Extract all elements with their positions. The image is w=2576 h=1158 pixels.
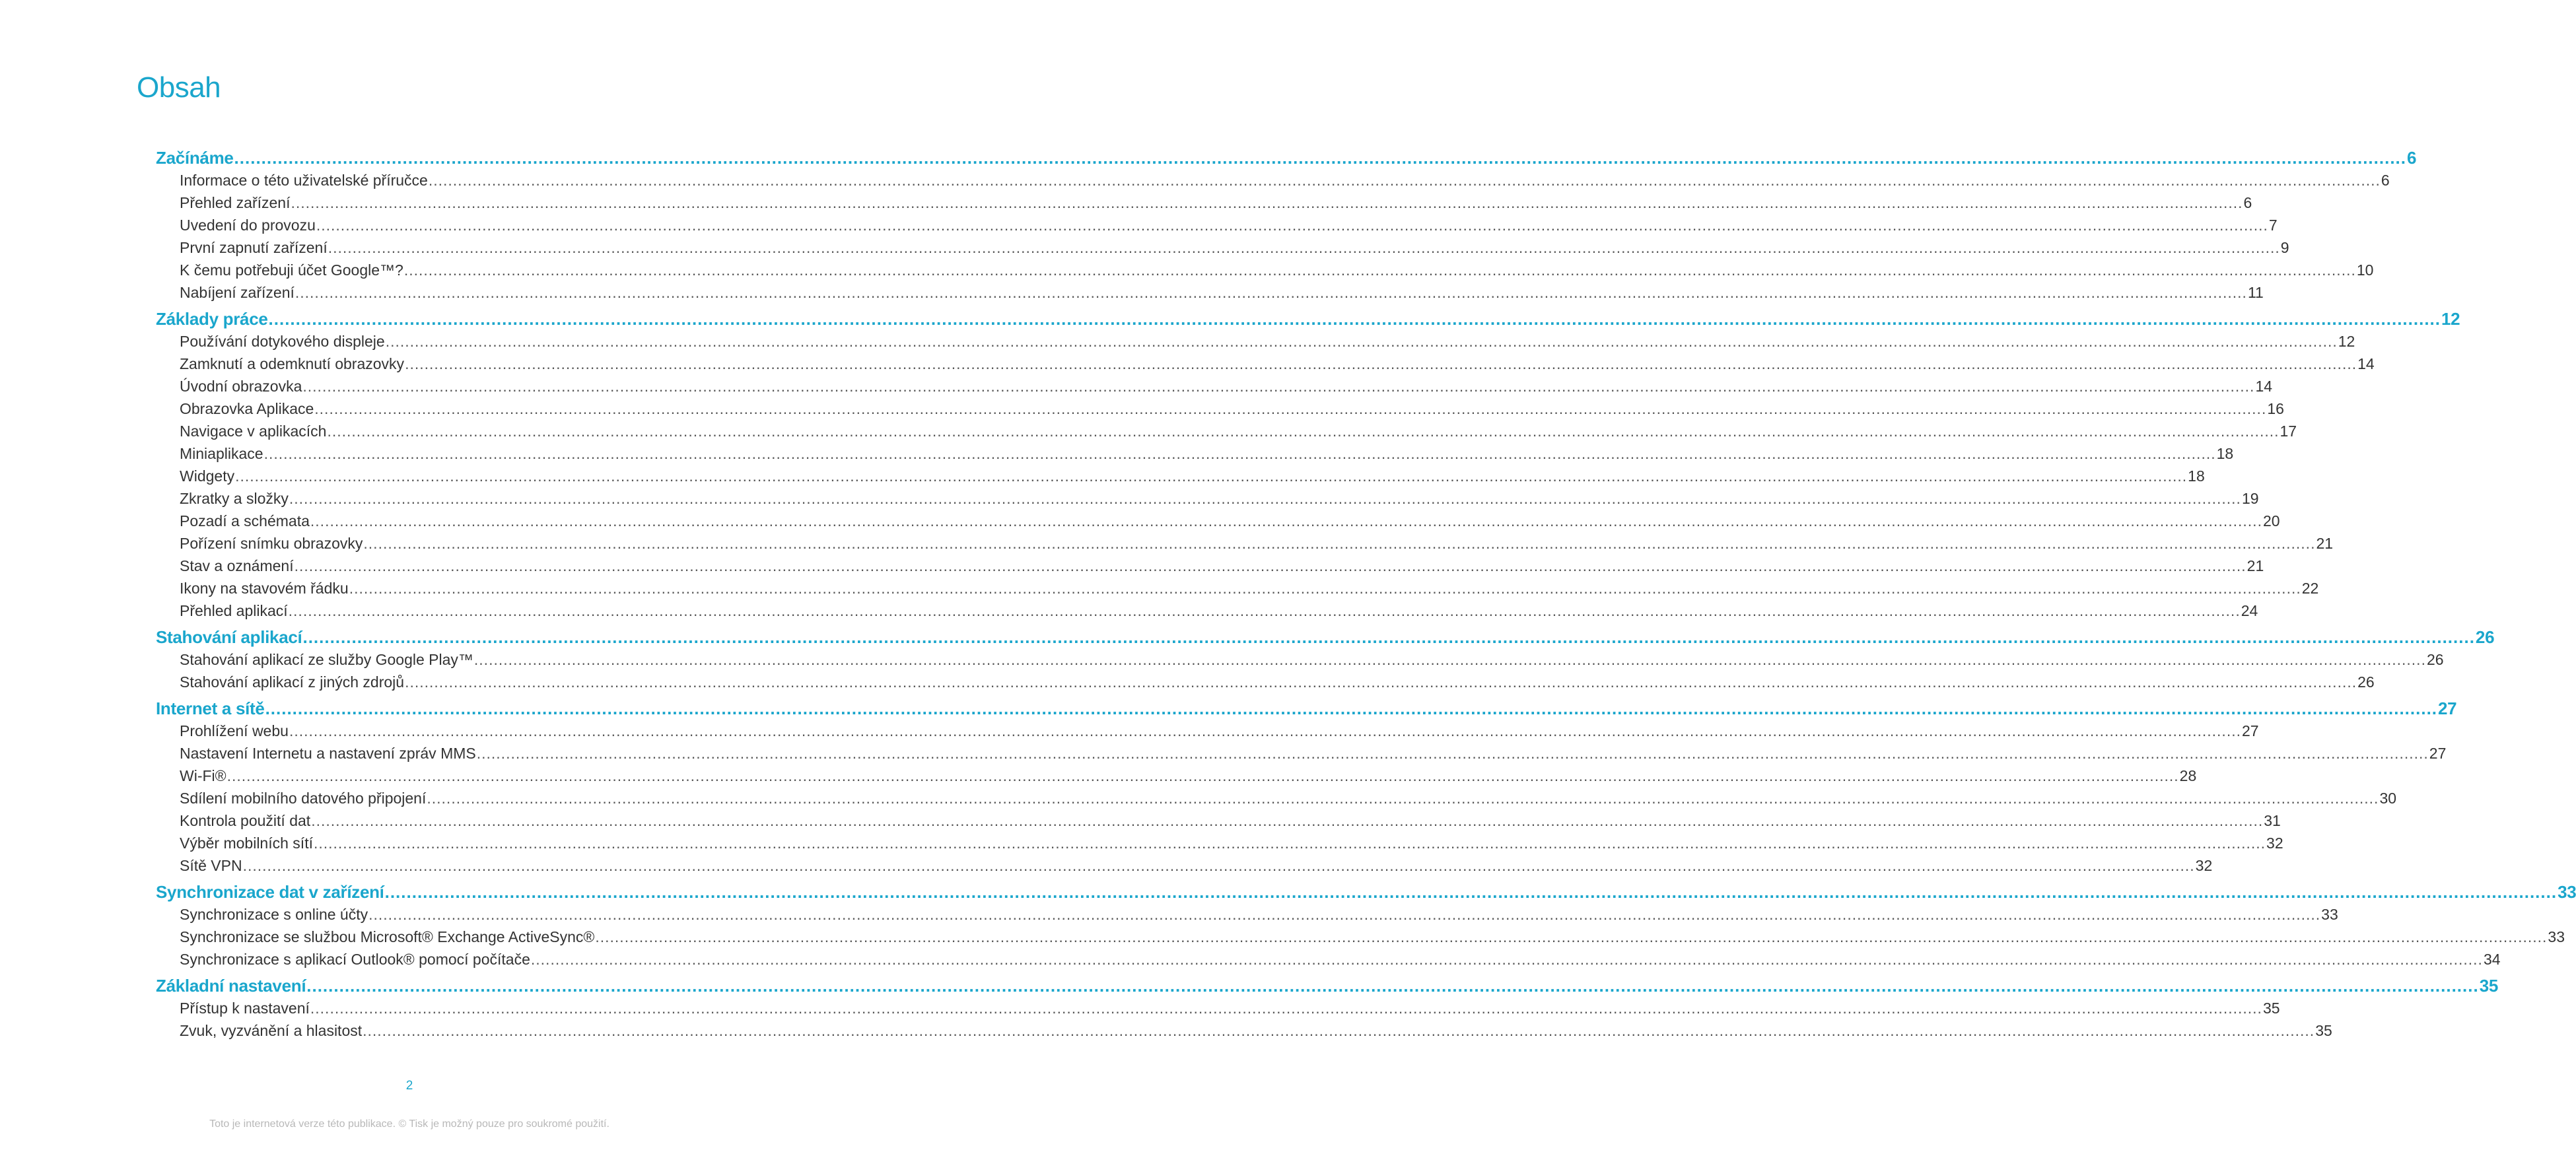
toc-entry-link[interactable]: [156, 236, 2289, 259]
toc-page-number: 27: [2429, 745, 2447, 762]
toc-page-number: 30: [2379, 790, 2397, 807]
toc-leader-dots: ................................................................................................................................................................................................................................................................................................................................................................................................................: [314, 400, 2267, 417]
toc-label: Miniaplikace: [180, 445, 263, 462]
toc-label: Uvedení do provozu: [180, 217, 316, 234]
toc-page-number: 33: [2321, 906, 2338, 923]
toc-label: Začínáme: [156, 148, 234, 168]
toc-label: Prohlížení webu: [180, 722, 289, 739]
toc-leader-dots: ................................................................................................................................................................................................................................................................................................................................................................................................................: [427, 790, 2379, 807]
toc-entry-link[interactable]: [156, 375, 2273, 397]
toc-label: Ikony na stavovém řádku: [180, 580, 349, 597]
toc-label: Informace o této uživatelské příručce: [180, 172, 428, 189]
toc-page-number: 18: [2188, 467, 2205, 485]
toc-label: Synchronizace s online účty: [180, 906, 368, 923]
toc-page-number: 21: [2316, 535, 2334, 552]
toc-leader-dots: ................................................................................................................................................................................................................................................................................................................................................................................................................: [327, 423, 2280, 440]
toc-page-number: 10: [2356, 261, 2374, 279]
toc-page-number: 26: [2475, 627, 2495, 647]
toc-page-number: 35: [2262, 1000, 2280, 1017]
toc-page-number: 26: [2426, 651, 2444, 668]
toc-section-link[interactable]: [156, 147, 2417, 169]
toc-leader-dots: ................................................................................................................................................................................................................................................................................................................................................................................................................: [313, 834, 2266, 852]
toc-leader-dots: ................................................................................................................................................................................................................................................................................................................................................................................................................: [405, 673, 2357, 691]
toc-section-link[interactable]: [156, 308, 2460, 330]
toc-label: Základy práce: [156, 309, 268, 329]
toc-label: Navigace v aplikacích: [180, 423, 327, 440]
toc-leader-dots: ................................................................................................................................................................................................................................................................................................................................................................................................................: [405, 355, 2357, 372]
toc-leader-dots: ................................................................................................................................................................................................................................................................................................................................................................................................................: [595, 928, 2548, 945]
toc-leader-dots: ................................................................................................................................................................................................................................................................................................................................................................................................................: [288, 602, 2241, 619]
toc-leader-dots: ................................................................................................................................................................................................................................................................................................................................................................................................................: [328, 239, 2280, 256]
toc-page-number: 33: [2558, 882, 2576, 902]
toc-label: Widgety: [180, 467, 235, 485]
toc-leader-dots: ................................................................................................................................................................................................................................................................................................................................................................................................................: [384, 882, 2558, 902]
toc-page-number: 11: [2247, 284, 2264, 301]
toc-page-number: 35: [2479, 976, 2499, 996]
table-of-contents: [156, 147, 2576, 1042]
toc-entry-link[interactable]: [156, 169, 2390, 191]
toc-label: Zvuk, vyzvánění a hlasitost: [180, 1022, 363, 1039]
toc-section-link[interactable]: [156, 697, 2457, 720]
toc-entry-link[interactable]: [156, 765, 2197, 787]
toc-label: Zamknutí a odemknutí obrazovky: [180, 355, 405, 372]
toc-label: Používání dotykového displeje: [180, 333, 385, 350]
toc-page-number: 32: [2266, 834, 2283, 852]
toc-page-number: 7: [2268, 217, 2278, 234]
toc-leader-dots: ................................................................................................................................................................................................................................................................................................................................................................................................................: [530, 951, 2483, 968]
toc-leader-dots: ................................................................................................................................................................................................................................................................................................................................................................................................................: [226, 767, 2179, 784]
toc-section-link[interactable]: [156, 626, 2495, 648]
toc-entry-link[interactable]: [156, 742, 2447, 765]
toc-leader-dots: ................................................................................................................................................................................................................................................................................................................................................................................................................: [310, 1000, 2262, 1017]
toc-entry-link[interactable]: [156, 555, 2264, 577]
toc-entry-link[interactable]: [156, 648, 2444, 671]
toc-page-number: 9: [2280, 239, 2289, 256]
toc-entry-link[interactable]: [156, 599, 2258, 622]
toc-label: Obrazovka Aplikace: [180, 400, 314, 417]
toc-entry-link[interactable]: [156, 420, 2297, 442]
toc-label: Základní nastavení: [156, 976, 306, 996]
toc-entry-link[interactable]: [156, 465, 2205, 487]
toc-entry-link[interactable]: [156, 214, 2278, 236]
toc-page-number: 12: [2441, 309, 2460, 329]
toc-leader-dots: ................................................................................................................................................................................................................................................................................................................................................................................................................: [349, 580, 2301, 597]
toc-leader-dots: ................................................................................................................................................................................................................................................................................................................................................................................................................: [268, 309, 2441, 329]
toc-leader-dots: ................................................................................................................................................................................................................................................................................................................................................................................................................: [403, 261, 2356, 279]
toc-page-number: 17: [2280, 423, 2297, 440]
toc-entry-link[interactable]: [156, 926, 2565, 948]
toc-leader-dots: ................................................................................................................................................................................................................................................................................................................................................................................................................: [363, 1022, 2315, 1039]
toc-page-number: 33: [2548, 928, 2565, 945]
toc-leader-dots: ................................................................................................................................................................................................................................................................................................................................................................................................................: [242, 857, 2195, 874]
toc-label: Pozadí a schémata: [180, 512, 310, 529]
toc-leader-dots: ................................................................................................................................................................................................................................................................................................................................................................................................................: [265, 698, 2438, 718]
toc-page-number: 27: [2242, 722, 2259, 739]
toc-page-number: 28: [2179, 767, 2197, 784]
toc-label: Sítě VPN: [180, 857, 242, 874]
page-title: Obsah: [137, 71, 221, 104]
toc-entry-link[interactable]: [156, 809, 2281, 832]
toc-leader-dots: ................................................................................................................................................................................................................................................................................................................................................................................................................: [306, 976, 2479, 996]
toc-label: Sdílení mobilního datového připojení: [180, 790, 427, 807]
toc-leader-dots: ................................................................................................................................................................................................................................................................................................................................................................................................................: [302, 627, 2475, 647]
toc-leader-dots: ................................................................................................................................................................................................................................................................................................................................................................................................................: [263, 445, 2216, 462]
toc-leader-dots: ................................................................................................................................................................................................................................................................................................................................................................................................................: [289, 722, 2241, 739]
toc-label: Synchronizace dat v zařízení: [156, 882, 384, 902]
toc-page-number: 34: [2483, 951, 2501, 968]
toc-leader-dots: ................................................................................................................................................................................................................................................................................................................................................................................................................: [310, 512, 2262, 529]
toc-page-number: 31: [2264, 812, 2281, 829]
toc-label: Výběr mobilních sítí: [180, 834, 313, 852]
toc-label: Stav a oznámení: [180, 557, 294, 574]
toc-label: Synchronizace se službou Microsoft® Exchange ActiveSync®: [180, 928, 595, 945]
toc-leader-dots: ................................................................................................................................................................................................................................................................................................................................................................................................................: [316, 217, 2268, 234]
toc-entry-link[interactable]: [156, 1019, 2332, 1042]
toc-label: Synchronizace s aplikací Outlook® pomocí počítače: [180, 951, 530, 968]
toc-label: Přehled aplikací: [180, 602, 288, 619]
toc-leader-dots: ................................................................................................................................................................................................................................................................................................................................................................................................................: [234, 148, 2406, 168]
toc-page-number: 18: [2216, 445, 2234, 462]
toc-entry-link[interactable]: [156, 903, 2338, 926]
toc-entry-link[interactable]: [156, 330, 2355, 353]
toc-entry-link[interactable]: [156, 353, 2375, 375]
page-number: 2: [405, 1079, 413, 1093]
toc-label: Zkratky a složky: [180, 490, 289, 507]
toc-label: K čemu potřebuji účet Google™?: [180, 261, 403, 279]
toc-leader-dots: ................................................................................................................................................................................................................................................................................................................................................................................................................: [302, 378, 2255, 395]
toc-leader-dots: ................................................................................................................................................................................................................................................................................................................................................................................................................: [473, 651, 2426, 668]
toc-leader-dots: ................................................................................................................................................................................................................................................................................................................................................................................................................: [235, 467, 2188, 485]
toc-label: Stahování aplikací ze služby Google Play™: [180, 651, 473, 668]
toc-page-number: 24: [2241, 602, 2258, 619]
toc-label: Nastavení Internetu a nastavení zpráv MMS: [180, 745, 476, 762]
toc-label: Kontrola použití dat: [180, 812, 311, 829]
toc-page-number: 32: [2195, 857, 2213, 874]
toc-page-number: 22: [2301, 580, 2319, 597]
toc-label: Přehled zařízení: [180, 194, 291, 211]
toc-entry-link[interactable]: [156, 720, 2259, 742]
toc-leader-dots: ................................................................................................................................................................................................................................................................................................................................................................................................................: [428, 172, 2381, 189]
toc-label: Přístup k nastavení: [180, 1000, 310, 1017]
toc-leader-dots: ................................................................................................................................................................................................................................................................................................................................................................................................................: [368, 906, 2321, 923]
toc-page-number: 6: [2381, 172, 2390, 189]
toc-page-number: 20: [2262, 512, 2280, 529]
toc-page-number: 14: [2255, 378, 2273, 395]
toc-leader-dots: ................................................................................................................................................................................................................................................................................................................................................................................................................: [295, 284, 2247, 301]
toc-entry-link[interactable]: [156, 671, 2375, 693]
toc-entry-link[interactable]: [156, 487, 2259, 510]
toc-page-number: 6: [2243, 194, 2252, 211]
toc-entry-link[interactable]: [156, 948, 2501, 971]
toc-entry-link[interactable]: [156, 577, 2319, 599]
toc-label: První zapnutí zařízení: [180, 239, 328, 256]
toc-entry-link[interactable]: [156, 532, 2334, 555]
toc-entry-link[interactable]: [156, 832, 2283, 854]
toc-page-number: 16: [2267, 400, 2284, 417]
toc-entry-link[interactable]: [156, 281, 2264, 304]
toc-page-number: 6: [2407, 148, 2417, 168]
toc-page-number: 26: [2357, 673, 2375, 691]
footer-note: Toto je internetová verze této publikace. © Tisk je možný pouze pro soukromé použití.: [209, 1118, 609, 1130]
toc-section-link[interactable]: [156, 881, 2576, 903]
toc-leader-dots: ................................................................................................................................................................................................................................................................................................................................................................................................................: [311, 812, 2264, 829]
toc-page-number: 21: [2246, 557, 2264, 574]
toc-entry-link[interactable]: [156, 442, 2234, 465]
toc-label: Úvodní obrazovka: [180, 378, 302, 395]
toc-label: Nabíjení zařízení: [180, 284, 295, 301]
toc-page-number: 12: [2338, 333, 2355, 350]
toc-label: Stahování aplikací: [156, 627, 302, 647]
toc-leader-dots: ................................................................................................................................................................................................................................................................................................................................................................................................................: [291, 194, 2243, 211]
toc-page-number: 19: [2241, 490, 2259, 507]
toc-entry-link[interactable]: [156, 997, 2280, 1019]
toc-page-number: 14: [2357, 355, 2375, 372]
toc-page-number: 27: [2438, 698, 2457, 718]
toc-entry-link[interactable]: [156, 854, 2213, 877]
toc-leader-dots: ................................................................................................................................................................................................................................................................................................................................................................................................................: [385, 333, 2338, 350]
toc-entry-link[interactable]: [156, 510, 2280, 532]
toc-leader-dots: ................................................................................................................................................................................................................................................................................................................................................................................................................: [476, 745, 2429, 762]
toc-label: Internet a sítě: [156, 698, 265, 718]
toc-section-link[interactable]: [156, 974, 2499, 997]
toc-leader-dots: ................................................................................................................................................................................................................................................................................................................................................................................................................: [289, 490, 2241, 507]
toc-label: Pořízení snímku obrazovky: [180, 535, 363, 552]
toc-leader-dots: ................................................................................................................................................................................................................................................................................................................................................................................................................: [363, 535, 2316, 552]
toc-entry-link[interactable]: [156, 397, 2284, 420]
toc-page-number: 35: [2315, 1022, 2332, 1039]
toc-label: Stahování aplikací z jiných zdrojů: [180, 673, 405, 691]
toc-entry-link[interactable]: [156, 191, 2252, 214]
toc-entry-link[interactable]: [156, 787, 2397, 809]
toc-label: Wi-Fi®: [180, 767, 226, 784]
toc-entry-link[interactable]: [156, 259, 2374, 281]
toc-leader-dots: ................................................................................................................................................................................................................................................................................................................................................................................................................: [294, 557, 2246, 574]
